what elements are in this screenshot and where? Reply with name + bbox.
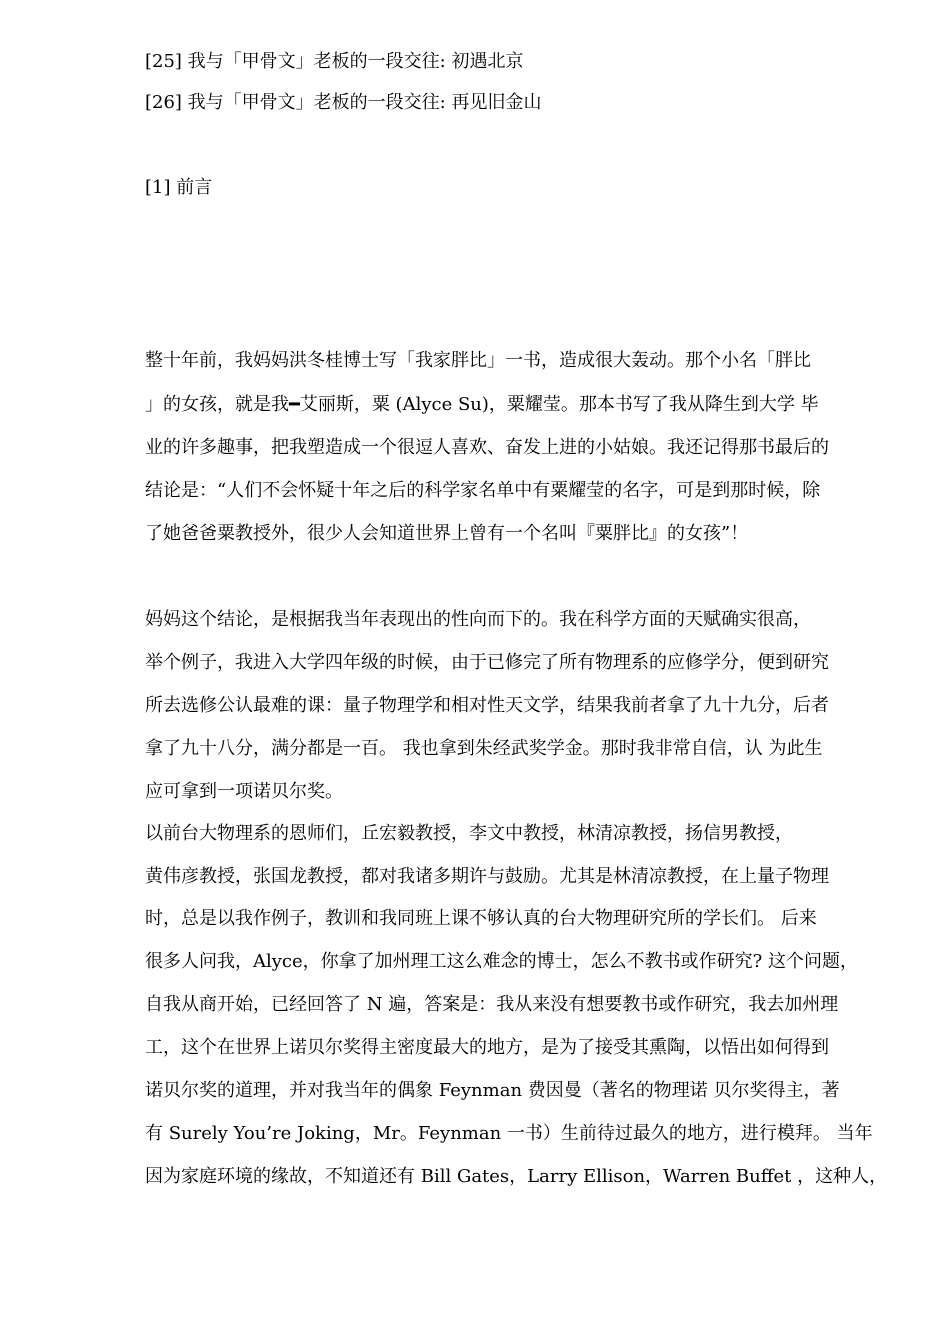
paragraph-line: 时，总是以我作例子，教训和我同班上课不够认真的台大物理研究所的学长们。 后来 xyxy=(145,908,817,929)
paragraph-line: 举个例子，我进入大学四年级的时候，由于已修完了所有物理系的应修学分，便到研究 xyxy=(145,652,829,673)
paragraph-line: 很多人问我，Alyce，你拿了加州理工这么难念的博士，怎么不教书或作研究? 这个问题， xyxy=(145,951,859,972)
paragraph-line: 所去选修公认最难的课：量子物理学和相对性天文学，结果我前者拿了九十九分，后者 xyxy=(145,695,829,716)
paragraph-line: 整十年前，我妈妈洪冬桂博士写「我家胖比」一书，造成很大轰动。那个小名「胖比 xyxy=(145,350,811,371)
paragraph-line: 有 Surely You’re Joking，Mr。Feynman 一书）生前待过最久的地方，进行模拜。 当年 xyxy=(145,1123,873,1144)
paragraph-line: 应可拿到一项诺贝尔奖。 xyxy=(145,781,343,802)
paragraph-line: 工，这个在世界上诺贝尔奖得主密度最大的地方，是为了接受其熏陶，以悟出如何得到 xyxy=(145,1037,829,1058)
paragraph-line: 妈妈这个结论，是根据我当年表现出的性向而下的。我在科学方面的天赋确实很高， xyxy=(145,609,811,630)
toc-entry-26: [26] 我与「甲骨文」老板的一段交往: 再见旧金山 xyxy=(145,92,542,113)
paragraph-line: 诺贝尔奖的道理，并对我当年的偶象 Feynman 费因曼（著名的物理诺 贝尔奖得主，著 xyxy=(145,1080,840,1101)
paragraph-line: 以前台大物理系的恩师们，丘宏毅教授，李文中教授，林清凉教授，扬信男教授， xyxy=(145,823,793,844)
section-heading: [1] 前言 xyxy=(145,177,213,198)
paragraph-line: 拿了九十八分，满分都是一百。 我也拿到朱经武奖学金。那时我非常自信，认 为此生 xyxy=(145,738,823,759)
paragraph-line: 业的许多趣事，把我塑造成一个很逗人喜欢、奋发上进的小姑娘。我还记得那书最后的 xyxy=(145,437,829,458)
paragraph-line: 因为家庭环境的缘故，不知道还有 Bill Gates，Larry Ellison，Warren Buffet ，这种人， xyxy=(145,1166,888,1187)
paragraph-line: 」的女孩，就是我━艾丽斯，粟 (Alyce Su)，粟耀莹。那本书写了我从降生到大学 毕 xyxy=(145,394,819,415)
paragraph-line: 黄伟彦教授，张国龙教授，都对我诸多期许与鼓励。尤其是林清凉教授，在上量子物理 xyxy=(145,866,829,887)
paragraph-line: 结论是：“人们不会怀疑十年之后的科学家名单中有粟耀莹的名字，可是到那时候，除 xyxy=(145,480,821,501)
toc-entry-25: [25] 我与「甲骨文」老板的一段交往: 初遇北京 xyxy=(145,51,524,72)
paragraph-line: 自我从商开始，已经回答了 N 遍，答案是：我从来没有想要教书或作研究，我去加州理 xyxy=(145,994,839,1015)
paragraph-line: 了她爸爸粟教授外，很少人会知道世界上曾有一个名叫『粟胖比』的女孩”！ xyxy=(145,523,749,544)
